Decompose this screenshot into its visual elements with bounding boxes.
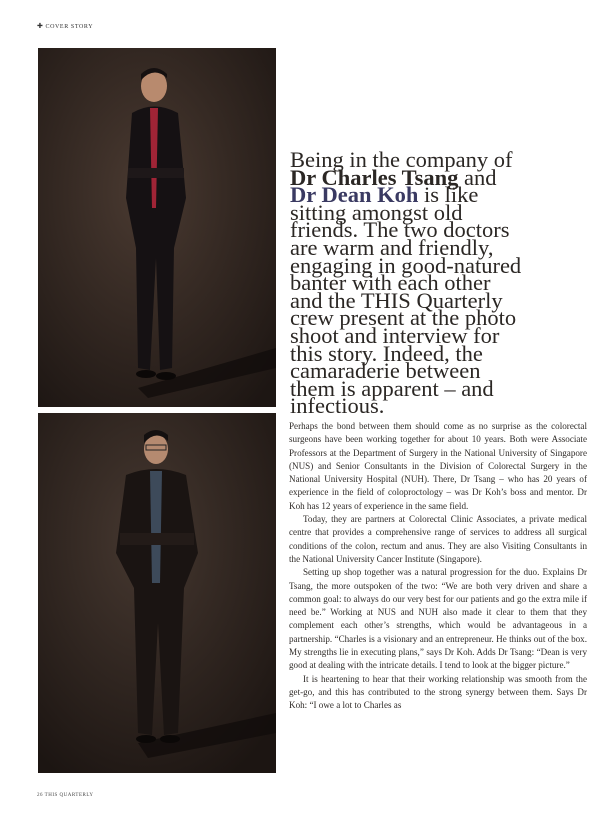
intro-line: this story. Indeed, the (290, 340, 483, 366)
intro-text: is like (418, 182, 479, 208)
intro-line: and the THIS Quarterly (290, 287, 503, 313)
intro-line: shoot and interview for (290, 322, 500, 348)
section-label (37, 22, 93, 30)
intro-pull-quote (290, 147, 522, 419)
article-body (289, 420, 587, 713)
intro-line: Being in the company of (290, 147, 513, 172)
name-dean-koh: Dr Dean Koh (290, 182, 419, 208)
name-charles-tsang: Dr Charles Tsang (290, 164, 459, 190)
intro-line: crew present at the photo (290, 305, 517, 331)
intro-line: friends. The two doctors (290, 217, 510, 243)
body-paragraph: Setting up shop together was a natural progression for the duo. Explains Dr Tsang, the more outspoken of the two: “We are both very driven and share a common goal: to always do our very best for our patients and go the extra mile if need be.” Working at NUS and NUH also made it clear to them that they complement each other’s strengths, which would be advantageous in a partnership. “Charles is a visionary and an entrepreneur. He thinks out of the box. My strengths lie in executing plans,” says Dr Koh. Adds Dr Tsang: “Dean is very good at dealing with the intricate details. I tend to look at the bigger picture.” (289, 567, 587, 671)
intro-line: banter with each other (290, 270, 491, 296)
photo-dr-dean-koh (38, 413, 276, 773)
intro-text: and (458, 164, 497, 190)
intro-line: camaraderie between (290, 358, 481, 384)
body-paragraph: Perhaps the bond between them should come as no surprise as the colorectal surgeons have been working together for about 10 years. Both were Associate Professors at the Department of Surgery in the National University of Singapore (NUS) and Senior Consultants in the Division of Colorectal Surgery in the National University Hospital (NUH). There, Dr Tsang – who has 20 years of experience in the field of coloproctology – was Dr Koh’s boss and mentor. Dr Koh has 12 years of experience in the same field. (289, 421, 587, 511)
page-footer: 26 THIS QUARTERLY (37, 793, 94, 798)
intro-line: infectious. (290, 393, 385, 419)
intro-line: engaging in good-natured (290, 252, 522, 278)
intro-line: sitting amongst old (290, 199, 463, 225)
intro-line: them is apparent – and (290, 375, 494, 401)
photo-dr-charles-tsang (38, 48, 276, 407)
section-label-text: COVER STORY (45, 24, 94, 30)
body-paragraph: Today, they are partners at Colorectal Clinic Associates, a private medical centre that provides a comprehensive range of services to address all surgical conditions of the colon, rectum and anus. They are also Visiting Consultants in the National University Cancer Institute (Singapore). (289, 514, 587, 564)
cross-bullet-icon: ✚ (37, 22, 44, 30)
intro-line: are warm and friendly, (290, 234, 494, 260)
body-paragraph: It is heartening to hear that their working relationship was smooth from the get-go, and this has contributed to the strong synergy between them. Says Dr Koh: “I owe a lot to Charles as (289, 673, 587, 711)
